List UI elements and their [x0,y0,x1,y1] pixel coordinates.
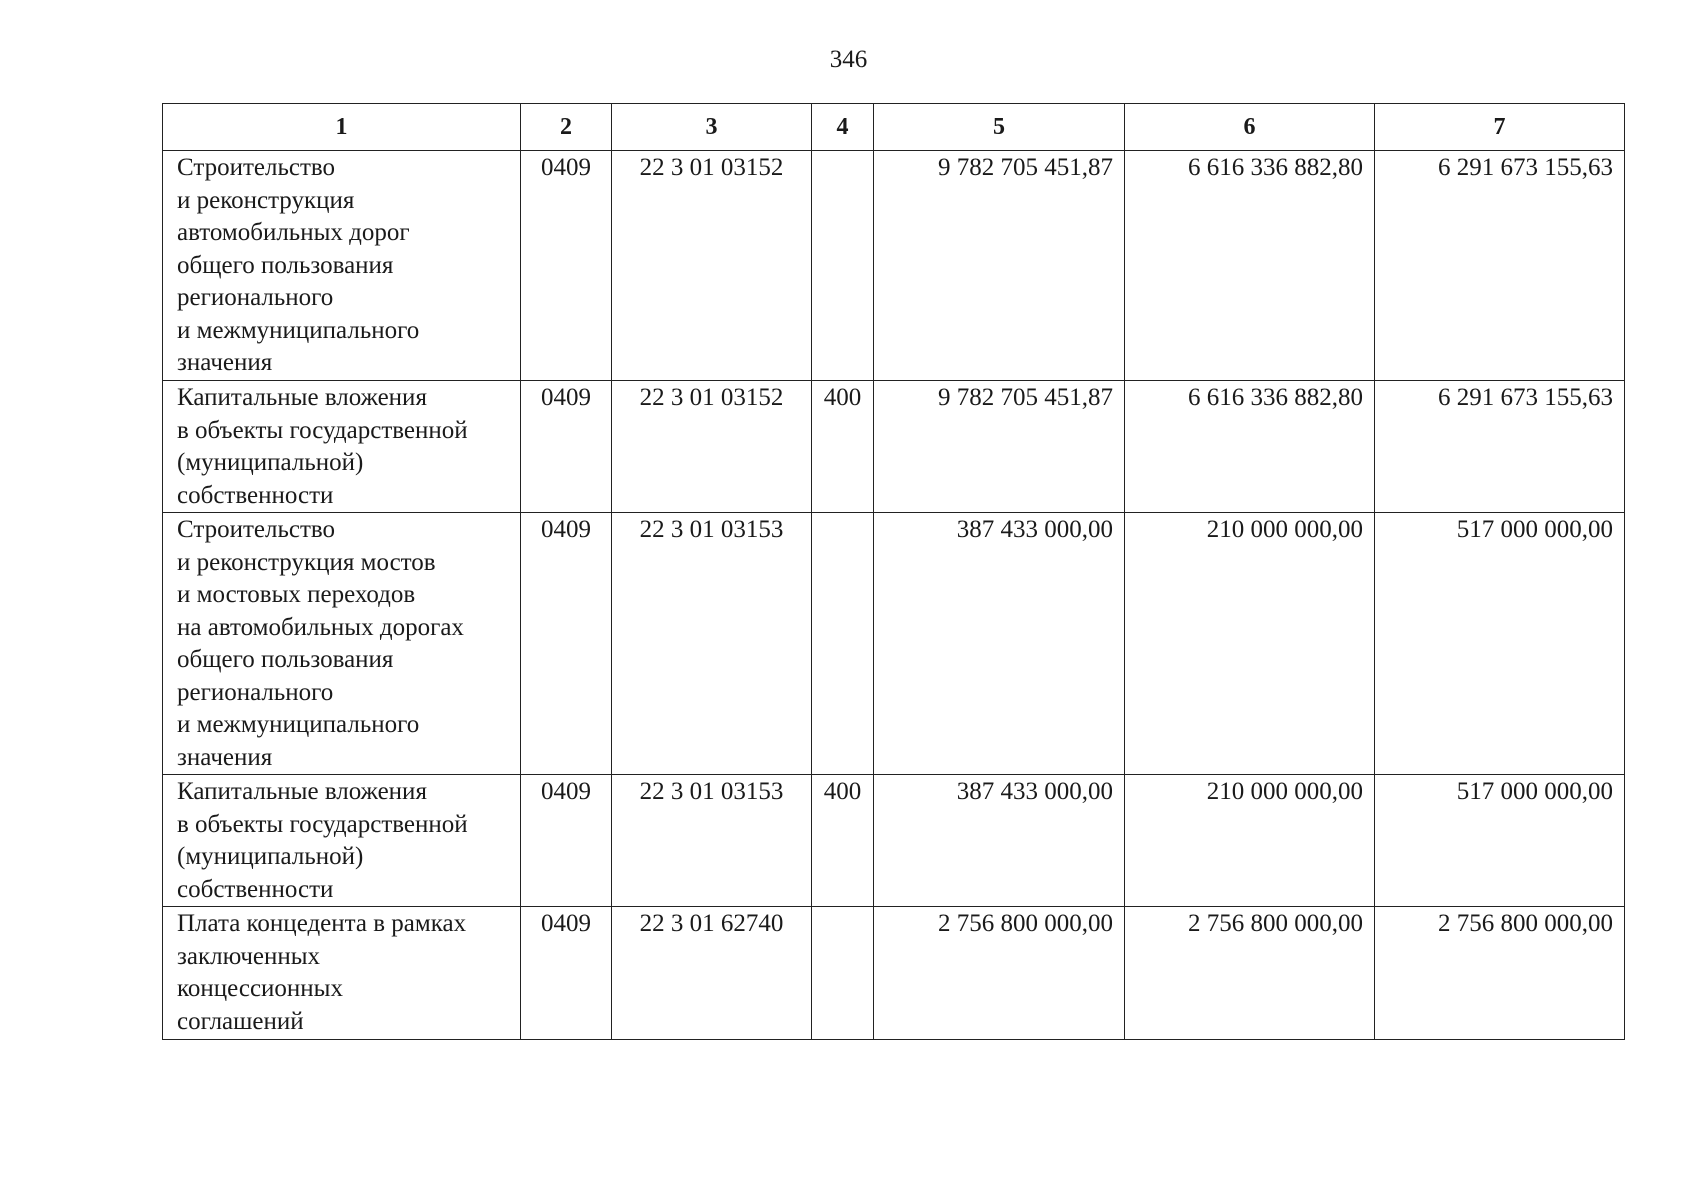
row-value-6: 6 616 336 882,80 [1125,151,1375,381]
row-name: Строительство и реконструкция автомобильных дорог общего пользования регионального и межмуниципального значения [163,151,521,381]
row-section: 0409 [521,151,612,381]
row-kind [812,907,874,1040]
page-number: 346 [829,46,868,73]
row-section: 0409 [521,907,612,1040]
row-value-7: 517 000 000,00 [1375,775,1625,907]
row-value-5: 387 433 000,00 [874,775,1125,907]
row-value-7: 6 291 673 155,63 [1375,381,1625,513]
row-section: 0409 [521,513,612,775]
row-value-6: 210 000 000,00 [1125,513,1375,775]
column-header: 3 [612,104,812,151]
row-value-5: 9 782 705 451,87 [874,381,1125,513]
row-value-6: 2 756 800 000,00 [1125,907,1375,1040]
row-value-6: 210 000 000,00 [1125,775,1375,907]
row-name: Капитальные вложения в объекты государственной (муниципальной) собственности [163,775,521,907]
row-code: 22 3 01 03153 [612,513,812,775]
row-value-7: 2 756 800 000,00 [1375,907,1625,1040]
budget-table [162,103,1625,1040]
row-value-7: 6 291 673 155,63 [1375,151,1625,381]
row-name: Капитальные вложения в объекты государственной (муниципальной) собственности [163,381,521,513]
row-value-7: 517 000 000,00 [1375,513,1625,775]
row-code: 22 3 01 62740 [612,907,812,1040]
column-header: 4 [812,104,874,151]
column-header: 7 [1375,104,1625,151]
column-header: 5 [874,104,1125,151]
table-row [163,907,1625,1040]
table-row [163,775,1625,907]
row-kind: 400 [812,775,874,907]
row-value-5: 387 433 000,00 [874,513,1125,775]
row-kind [812,151,874,381]
header-row [163,104,1625,151]
row-section: 0409 [521,381,612,513]
row-code: 22 3 01 03153 [612,775,812,907]
row-name: Плата концедента в рамках заключенных концессионных соглашений [163,907,521,1040]
row-value-5: 2 756 800 000,00 [874,907,1125,1040]
column-header: 1 [163,104,521,151]
row-value-6: 6 616 336 882,80 [1125,381,1375,513]
row-kind: 400 [812,381,874,513]
row-kind [812,513,874,775]
column-header: 2 [521,104,612,151]
row-code: 22 3 01 03152 [612,381,812,513]
row-name: Строительство и реконструкция мостов и мостовых переходов на автомобильных дорогах общего пользования регионального и межмуниципального значения [163,513,521,775]
table-row [163,151,1625,381]
row-value-5: 9 782 705 451,87 [874,151,1125,381]
row-code: 22 3 01 03152 [612,151,812,381]
column-header: 6 [1125,104,1375,151]
row-section: 0409 [521,775,612,907]
table-row [163,381,1625,513]
table-row [163,513,1625,775]
